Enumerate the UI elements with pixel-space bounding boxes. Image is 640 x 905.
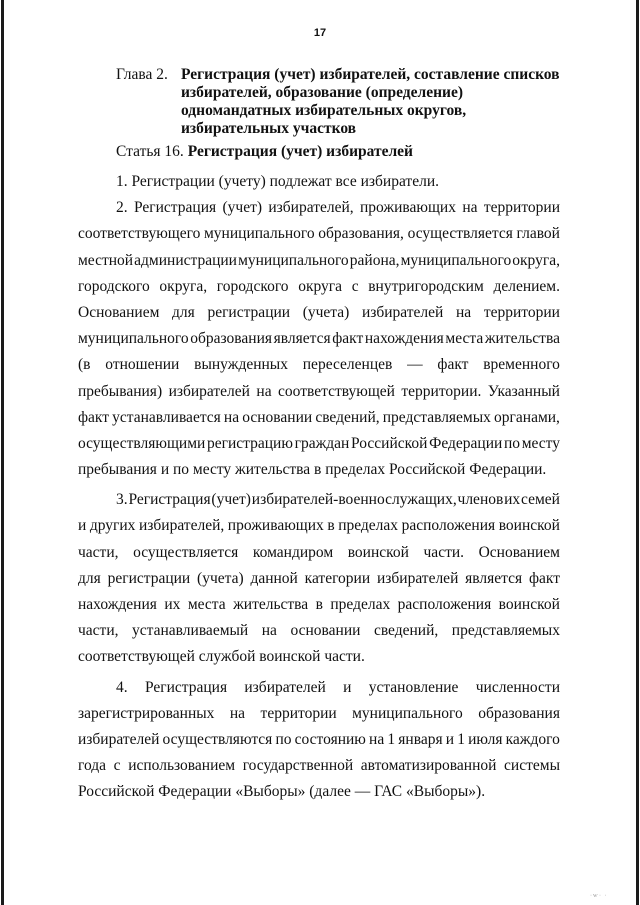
text-line: (в отношении вынужденных переселенцев — факт временного [78,356,560,374]
text-line: осуществляющими регистрацию граждан Российской Федерации по месту [78,434,560,452]
chapter-heading [116,66,560,138]
chapter-title-line: Регистрация (учет) избирателей, составление списков [181,66,560,83]
text-line: нахождения их места жительства в пределах расположения воинской [78,596,560,613]
page-number: 17 [313,27,327,39]
chapter-label: Глава 2. [116,66,168,83]
text-line: 4. Регистрация избирателей и установление численности [116,678,560,696]
chapter-title-line: избирательных участков [181,120,357,137]
chapter-title-line: одномандатных избирательных округов, [181,102,467,119]
text-line: части, устанавливаемый на основании сведений, представляемых [78,622,560,640]
text-line: городского округа, городского округа с внутригородским делением. [78,277,560,295]
article-title: Регистрация (учет) избирателей [187,143,413,160]
text-line: 2. Регистрация (учет) избирателей, проживающих на территории [116,199,560,217]
text-line: муниципального образования является факт нахождения места жительства [78,330,560,348]
scan-edge-right [636,0,639,905]
text-line: года с использованием государственной автоматизированной системы [78,757,560,775]
text-line: пребывания и по месту жительства в пределах Российской Федерации. [78,461,547,479]
text-line: 1. Регистрации (учету) подлежат все избиратели. [116,173,439,190]
paragraph-3 [78,487,560,670]
text-line: соответствующего муниципального образования, осуществляется главой [78,225,560,243]
chapter-title-line: избирателей, образование (определение) [181,84,464,101]
text-line: зарегистрированных на территории муниципального образования [78,704,560,722]
article-label: Статья 16. [116,143,184,160]
text-line: местной администрации муниципального района, муниципального округа, [78,251,560,269]
text-line: соответствующей службой воинской части. [78,648,365,666]
article-heading [116,143,413,161]
text-line: и других избирателей, проживающих в пределах расположения воинской [78,517,560,535]
text-line: факт устанавливается на основании сведений, представляемых органами, [78,408,560,426]
scan-edge-left [1,0,4,905]
text-line: Российской Федерации «Выборы» (далее — ГАС «Выборы»). [78,783,486,801]
text-line: пребывания) избирателей на соответствующей территории. Указанный [78,382,560,400]
article-body [78,169,560,806]
chapter-title [181,66,560,138]
text-line: Основанием для регистрации (учета) избирателей на территории [78,303,560,321]
paragraph-4 [78,675,560,806]
text-line: части, осуществляется командиром воинской части. Основанием [78,543,560,561]
text-line: избирателей осуществляются по состоянию на 1 января и 1 июля каждого [78,730,560,748]
paragraph-1 [78,169,560,195]
text-line: 3. Регистрация (учет) избирателей-военнослужащих, членов их семей [116,491,560,509]
paragraph-2 [78,195,560,483]
text-line: для регистрации (учета) данной категории избирателей является факт [78,569,560,587]
scan-artifact: ·ⱳ· · [590,893,608,899]
